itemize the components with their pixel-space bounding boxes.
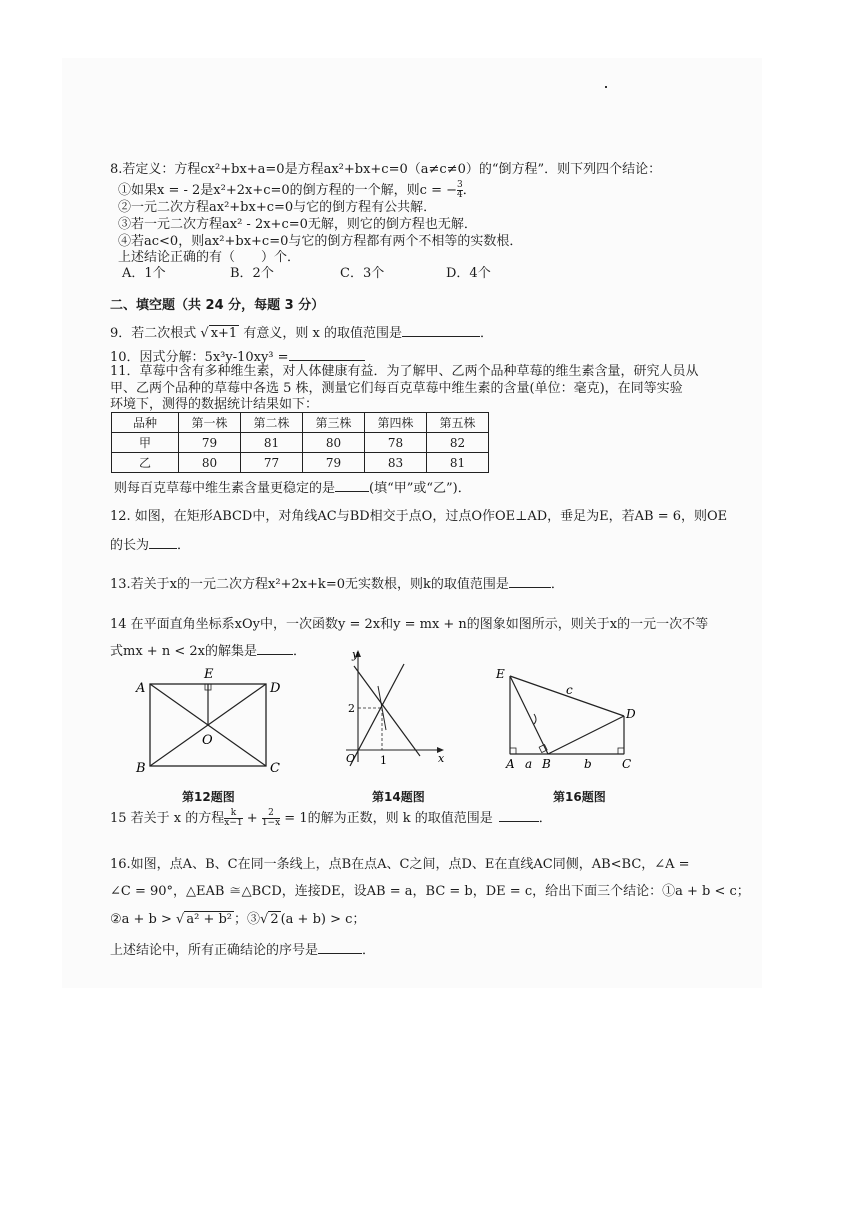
q16-end: ．: [362, 943, 376, 958]
q8-statement-1: [118, 181, 476, 200]
q11-question: [114, 479, 471, 497]
f16-label-c-len: c: [566, 683, 573, 697]
f16-bd: [548, 716, 624, 754]
speck: [605, 86, 607, 88]
q16-radicand-2: 2: [270, 912, 279, 927]
q14-blank: [257, 642, 293, 655]
f16-label-d: D: [626, 707, 636, 721]
q14-l2: 式mx + n < 2x的解集是: [110, 644, 257, 659]
q9-end: ．: [479, 326, 493, 341]
q8-statement-2: ②一元二次方程ax²+bx+c=0与它的倒方程有公共解．: [118, 200, 437, 215]
table-cell: 80: [303, 433, 365, 453]
figure-14-caption: 第14题图: [372, 790, 425, 804]
table-cell: 81: [241, 433, 303, 453]
f16-label-e: E: [496, 667, 505, 681]
table-row: [112, 453, 489, 473]
q8-ask: 上述结论正确的有（ ）个．: [118, 250, 301, 265]
q15-mid: = 1的解为正数，则 k 的取值范围是: [284, 811, 493, 826]
q9-post: 有意义，则 x 的取值范围是: [243, 326, 402, 341]
q12-end: ．: [177, 538, 191, 553]
q8-s1-text: ①如果x = - 2是x²+2x+c=0的倒方程的一个解，则c = −: [118, 183, 457, 198]
figure-16-triangles: [492, 664, 642, 778]
table-header-cell: 第五株: [427, 413, 489, 433]
q15-f2-den: 1−x: [261, 818, 281, 828]
q15-f1-den: x−1: [224, 818, 243, 828]
q8-statement-3: ③若一元二次方程ax² - 2x+c=0无解，则它的倒方程也无解．: [118, 217, 477, 232]
f16-label-a-len: a: [525, 757, 533, 771]
figure-12-rectangle: [128, 662, 288, 782]
q9: 9．若二次根式 √ x+1 有意义，则 x 的取值范围是 ．: [110, 326, 493, 341]
f14-label-1: 1: [380, 754, 387, 767]
q13-pre: 13.若关于x的一元二次方程x²+2x+k=0无实数根，则k的取值范围是: [110, 577, 509, 592]
q14-line-1: 14 在平面直角坐标系xOy中，一次函数y = 2x和y = mx + n的图象如图所示，则关于x的一元一次不等: [110, 617, 709, 632]
f16-label-c: C: [622, 757, 632, 771]
q16-l3e: (a + b) > c；: [280, 912, 366, 927]
figure-16-caption: 第16题图: [553, 790, 606, 804]
q12-l2: 的长为: [110, 538, 150, 553]
table-cell: 83: [365, 453, 427, 473]
q8-frac-den: 4: [457, 190, 463, 200]
table-cell: 81: [427, 453, 489, 473]
q8-option-b: B．2个: [230, 266, 274, 281]
q16-l4: 上述结论中，所有正确结论的序号是: [110, 943, 319, 958]
q8-option-c: C．3个: [340, 266, 385, 281]
q15-end: ．: [538, 811, 552, 826]
f16-label-b-len: b: [584, 757, 592, 771]
q11-after-end: (填“甲”或“乙”)．: [369, 481, 471, 496]
q8-stem: 8.若定义：方程cx²+bx+a=0是方程ax²+bx+c=0（a≠c≠0）的“倒方程”．则下列四个结论：: [110, 162, 662, 177]
q12-line-1: 12. 如图，在矩形ABCD中，对角线AC与BD相交于点O，过点O作OE⊥AD，垂足为E，若AB = 6，则OE: [110, 509, 728, 524]
f16-label-b: B: [542, 757, 551, 771]
table-row: [112, 433, 489, 453]
f12-label-a: A: [136, 681, 146, 696]
q9-pre: 9．若二次根式: [110, 326, 197, 341]
q16-blank: [318, 941, 362, 954]
q15-f1-num: k: [224, 809, 242, 819]
q12-line-2: [110, 536, 190, 554]
f16-right-angle-c: [618, 748, 624, 754]
f12-label-b: B: [136, 761, 146, 776]
q14-line-2: [110, 642, 306, 660]
q10-blank: [289, 348, 365, 361]
f12-label-e: E: [204, 667, 214, 682]
table-cell: 79: [179, 433, 241, 453]
f14-label-2: 2: [348, 702, 355, 715]
table-header-cell: 第二株: [241, 413, 303, 433]
q8-option-a: A．1个: [122, 266, 166, 281]
q15-plus: +: [246, 811, 258, 826]
f12-label-d: D: [270, 681, 281, 696]
q16-l3c: ；③: [234, 912, 261, 927]
q11-line-1: 11．草莓中含有多种维生素，对人体健康有益．为了解甲、乙两个品种草莓的维生素含量，研究人员从: [110, 364, 699, 379]
f16-label-a: A: [506, 757, 515, 771]
q11-line-2: 甲、乙两个品种的草莓中各选 5 株，测量它们每百克草莓中维生素的含量(单位：毫克)，在同等实验: [110, 381, 683, 396]
q13-blank: [509, 575, 551, 588]
q16-line-2: ∠C = 90°，△EAB ≅△BCD，连接DE，设AB = a，BC = b，DE = c，给出下面三个结论：①a + b < c；: [110, 884, 750, 899]
figure-12-caption: 第12题图: [182, 790, 235, 804]
table-header-cell: 第四株: [365, 413, 427, 433]
f16-angle-mark: [534, 714, 536, 724]
q16-line-3: ②a + b > √ a² + b² ；③√ 2 (a + b) > c；: [110, 912, 366, 927]
f14-line-mx-n: [354, 666, 420, 756]
table-header-cell: 第三株: [303, 413, 365, 433]
table-cell: 78: [365, 433, 427, 453]
q15-f2-num: 2: [262, 809, 280, 819]
table-header-cell: 品种: [112, 413, 179, 433]
q9-radicand: x+1: [210, 326, 238, 341]
q15-pre: 15 若关于 x 的方程: [110, 811, 225, 826]
section-2-heading: 二、填空题（共 24 分，每题 3 分）: [110, 298, 325, 313]
q14-end: ．: [292, 644, 306, 659]
f16-right-angle-a: [510, 748, 516, 754]
q11-after: 则每百克草莓中维生素含量更稳定的是: [114, 481, 336, 496]
f14-label-y: y: [352, 648, 359, 661]
table-cell: 80: [179, 453, 241, 473]
q13-end: ．: [550, 577, 564, 592]
table-cell: 乙: [112, 453, 179, 473]
figure-14-graph: [340, 646, 450, 770]
f14-label-o: O: [346, 752, 356, 765]
f14-label-x: x: [438, 752, 445, 765]
f12-label-c: C: [270, 761, 280, 776]
table-header-cell: 第一株: [179, 413, 241, 433]
q16-radicand: a² + b²: [186, 912, 232, 927]
q11-blank: [335, 479, 369, 492]
q12-blank: [149, 536, 177, 549]
q16-l3a: ②a + b >: [110, 912, 172, 927]
f12-label-o: O: [202, 733, 213, 748]
q15-fraction-2: [262, 809, 280, 828]
q8-frac-num: 3: [457, 180, 463, 190]
table-header-row: [112, 413, 489, 433]
q16-line-1: 16.如图，点A、B、C在同一条线上，点B在点A、C之间，点D、E在直线AC同侧，AB<BC，∠A =: [110, 857, 690, 872]
q15-blank: [499, 809, 539, 822]
q15-fraction-1: [224, 809, 242, 828]
q15: [110, 806, 552, 832]
q11-data-table: [111, 412, 489, 473]
table-cell: 甲: [112, 433, 179, 453]
table-cell: 82: [427, 433, 489, 453]
q11-line-3: 环境下，测得的数据统计结果如下：: [110, 397, 319, 412]
q10-pre: 10．因式分解：5x³y-10xy³ =: [110, 350, 289, 365]
table-cell: 77: [241, 453, 303, 473]
q8-statement-4: ④若ac<0，则ax²+bx+c=0与它的倒方程都有两个不相等的实数根．: [118, 234, 523, 249]
q9-blank: [402, 324, 480, 337]
table-cell: 79: [303, 453, 365, 473]
q13: [110, 575, 564, 593]
q8-s1-end: ．: [462, 183, 476, 198]
q16-line-4: [110, 941, 375, 959]
q8-option-d: D．4个: [446, 266, 491, 281]
